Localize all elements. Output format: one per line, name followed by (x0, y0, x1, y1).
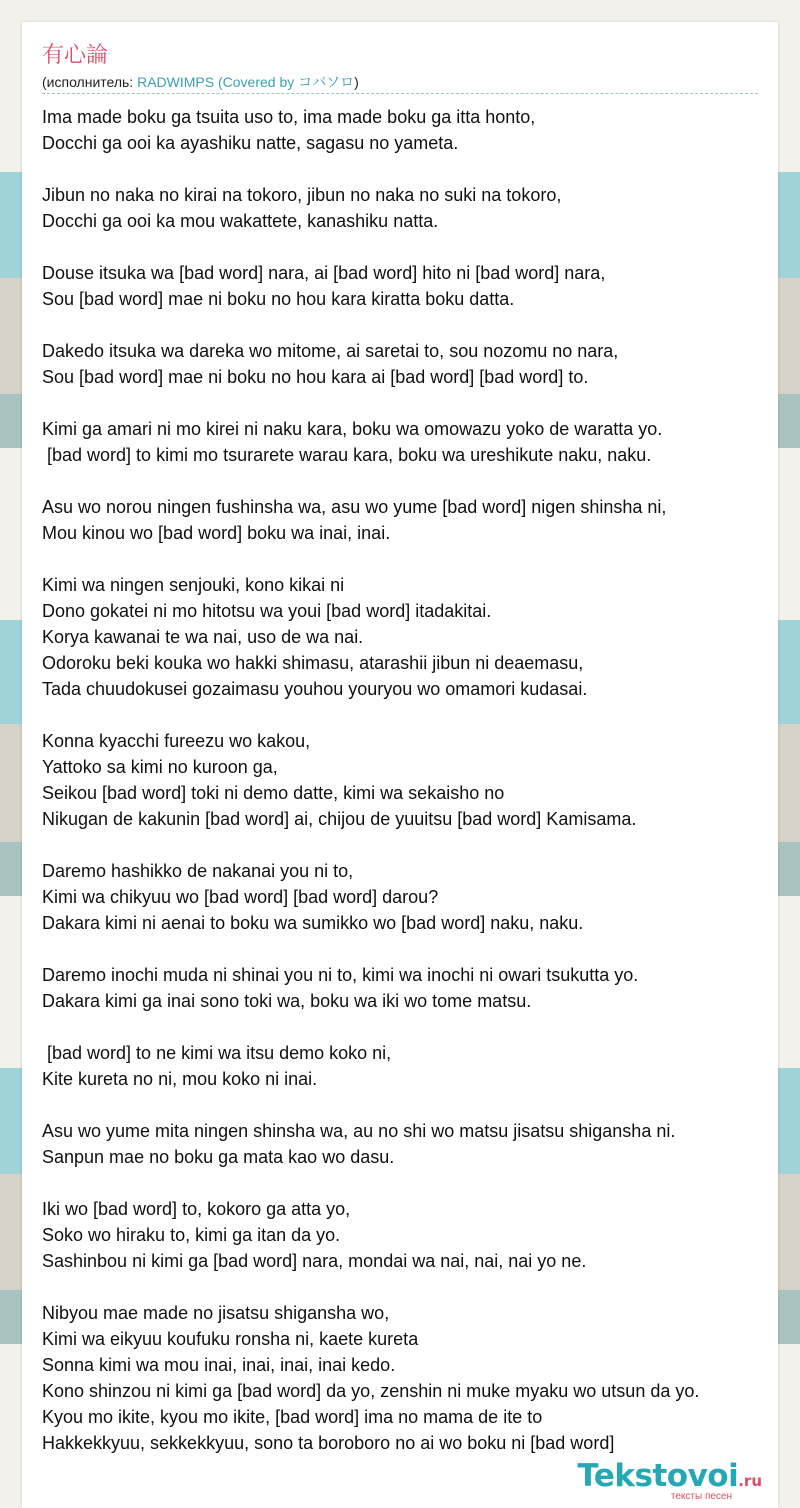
stanza-break (42, 468, 778, 494)
stanza-break (42, 1014, 778, 1040)
stanza-break (42, 234, 778, 260)
lyric-line: Mou kinou wo [bad word] boku wa inai, inai. (42, 523, 391, 543)
lyric-line: Asu wo yume mita ningen shinsha wa, au no shi wo matsu jisatsu shigansha ni. (42, 1121, 676, 1141)
stanza-break (42, 832, 778, 858)
lyric-line: Kite kureta no ni, mou koko ni inai. (42, 1069, 318, 1089)
lyric-line: Daremo inochi muda ni shinai you ni to, kimi wa inochi ni owari tsukutta yo. (42, 965, 639, 985)
lyric-line: Sanpun mae no boku ga mata kao wo dasu. (42, 1147, 395, 1167)
stanza-break (42, 312, 778, 338)
lyrics-body (42, 104, 778, 1456)
lyric-line: Docchi ga ooi ka ayashiku natte, sagasu no yameta. (42, 133, 459, 153)
logo-tagline: тексты песен (670, 1491, 732, 1502)
lyric-line: Douse itsuka wa [bad word] nara, ai [bad word] hito ni [bad word] nara, (42, 263, 606, 283)
lyric-line: Sou [bad word] mae ni boku no hou kara ai [bad word] [bad word] to. (42, 367, 589, 387)
logo-main-text: Tekstovoi (577, 1458, 739, 1494)
artist-link[interactable]: RADWIMPS (Covered by コバソロ (137, 74, 355, 90)
lyric-line: Kono shinzou ni kimi ga [bad word] da yo, zenshin ni muke myaku wo utsun da yo. (42, 1381, 700, 1401)
lyric-line: Kimi ga amari ni mo kirei ni naku kara, boku wa omowazu yoko de waratta yo. (42, 419, 663, 439)
stanza-break (42, 390, 778, 416)
lyric-line: [bad word] to kimi mo tsurarete warau kara, boku wa ureshikute naku, naku. (42, 445, 652, 465)
lyric-line: Sashinbou ni kimi ga [bad word] nara, mondai wa nai, nai, nai yo ne. (42, 1251, 587, 1271)
lyrics-card (22, 22, 778, 1508)
stanza-break (42, 702, 778, 728)
lyric-line: Kimi wa eikyuu koufuku ronsha ni, kaete kureta (42, 1329, 419, 1349)
lyric-line: Odoroku beki kouka wo hakki shimasu, atarashii jibun ni deaemasu, (42, 653, 584, 673)
lyric-line: Iki wo [bad word] to, kokoro ga atta yo, (42, 1199, 351, 1219)
lyric-line: Konna kyacchi fureezu wo kakou, (42, 731, 311, 751)
lyric-line: Kimi wa ningen senjouki, kono kikai ni (42, 575, 345, 595)
lyric-line: Kimi wa chikyuu wo [bad word] [bad word] darou? (42, 887, 439, 907)
lyric-line: Yattoko sa kimi no kuroon ga, (42, 757, 278, 777)
stanza-break (42, 156, 778, 182)
lyric-line: Asu wo norou ningen fushinsha wa, asu wo yume [bad word] nigen shinsha ni, (42, 497, 667, 517)
lyric-line: Sonna kimi wa mou inai, inai, inai, inai kedo. (42, 1355, 396, 1375)
song-title: 有心論 (42, 43, 109, 68)
lyric-line: Korya kawanai te wa nai, uso de wa nai. (42, 627, 364, 647)
site-logo[interactable] (560, 1458, 770, 1508)
lyric-line: Ima made boku ga tsuita uso to, ima made boku ga itta honto, (42, 107, 536, 127)
artist-prefix: (исполнитель: (42, 74, 138, 90)
lyric-line: Dono gokatei ni mo hitotsu wa youi [bad word] itadakitai. (42, 601, 492, 621)
lyric-line: Nikugan de kakunin [bad word] ai, chijou de yuuitsu [bad word] Kamisama. (42, 809, 637, 829)
lyric-line: Tada chuudokusei gozaimasu youhou youryou wo omamori kudasai. (42, 679, 588, 699)
logo-wordmark (577, 1458, 762, 1499)
lyric-line: Dakedo itsuka wa dareka wo mitome, ai saretai to, sou nozomu no nara, (42, 341, 619, 361)
lyric-line: Kyou mo ikite, kyou mo ikite, [bad word] ima no mama de ite to (42, 1407, 543, 1427)
lyric-line: Dakara kimi ni aenai to boku wa sumikko wo [bad word] naku, naku. (42, 913, 584, 933)
lyric-line: Sou [bad word] mae ni boku no hou kara kiratta boku datta. (42, 289, 515, 309)
logo-tld: .ru (738, 1472, 762, 1490)
artist-suffix: ) (354, 74, 359, 90)
stanza-break (42, 546, 778, 572)
artist-line (42, 73, 758, 94)
lyric-line: Dakara kimi ga inai sono toki wa, boku wa iki wo tome matsu. (42, 991, 532, 1011)
lyric-line: Soko wo hiraku to, kimi ga itan da yo. (42, 1225, 341, 1245)
lyric-line: Seikou [bad word] toki ni demo datte, kimi wa sekaisho no (42, 783, 505, 803)
lyric-line: [bad word] to ne kimi wa itsu demo koko ni, (42, 1043, 392, 1063)
lyric-line: Daremo hashikko de nakanai you ni to, (42, 861, 354, 881)
lyric-line: Docchi ga ooi ka mou wakattete, kanashiku natta. (42, 211, 439, 231)
lyric-line: Nibyou mae made no jisatsu shigansha wo, (42, 1303, 390, 1323)
stanza-break (42, 936, 778, 962)
stanza-break (42, 1170, 778, 1196)
lyric-line: Hakkekkyuu, sekkekkyuu, sono ta boroboro no ai wo boku ni [bad word] (42, 1433, 615, 1453)
stanza-break (42, 1092, 778, 1118)
stanza-break (42, 1274, 778, 1300)
lyric-line: Jibun no naka no kirai na tokoro, jibun no naka no suki na tokoro, (42, 185, 562, 205)
